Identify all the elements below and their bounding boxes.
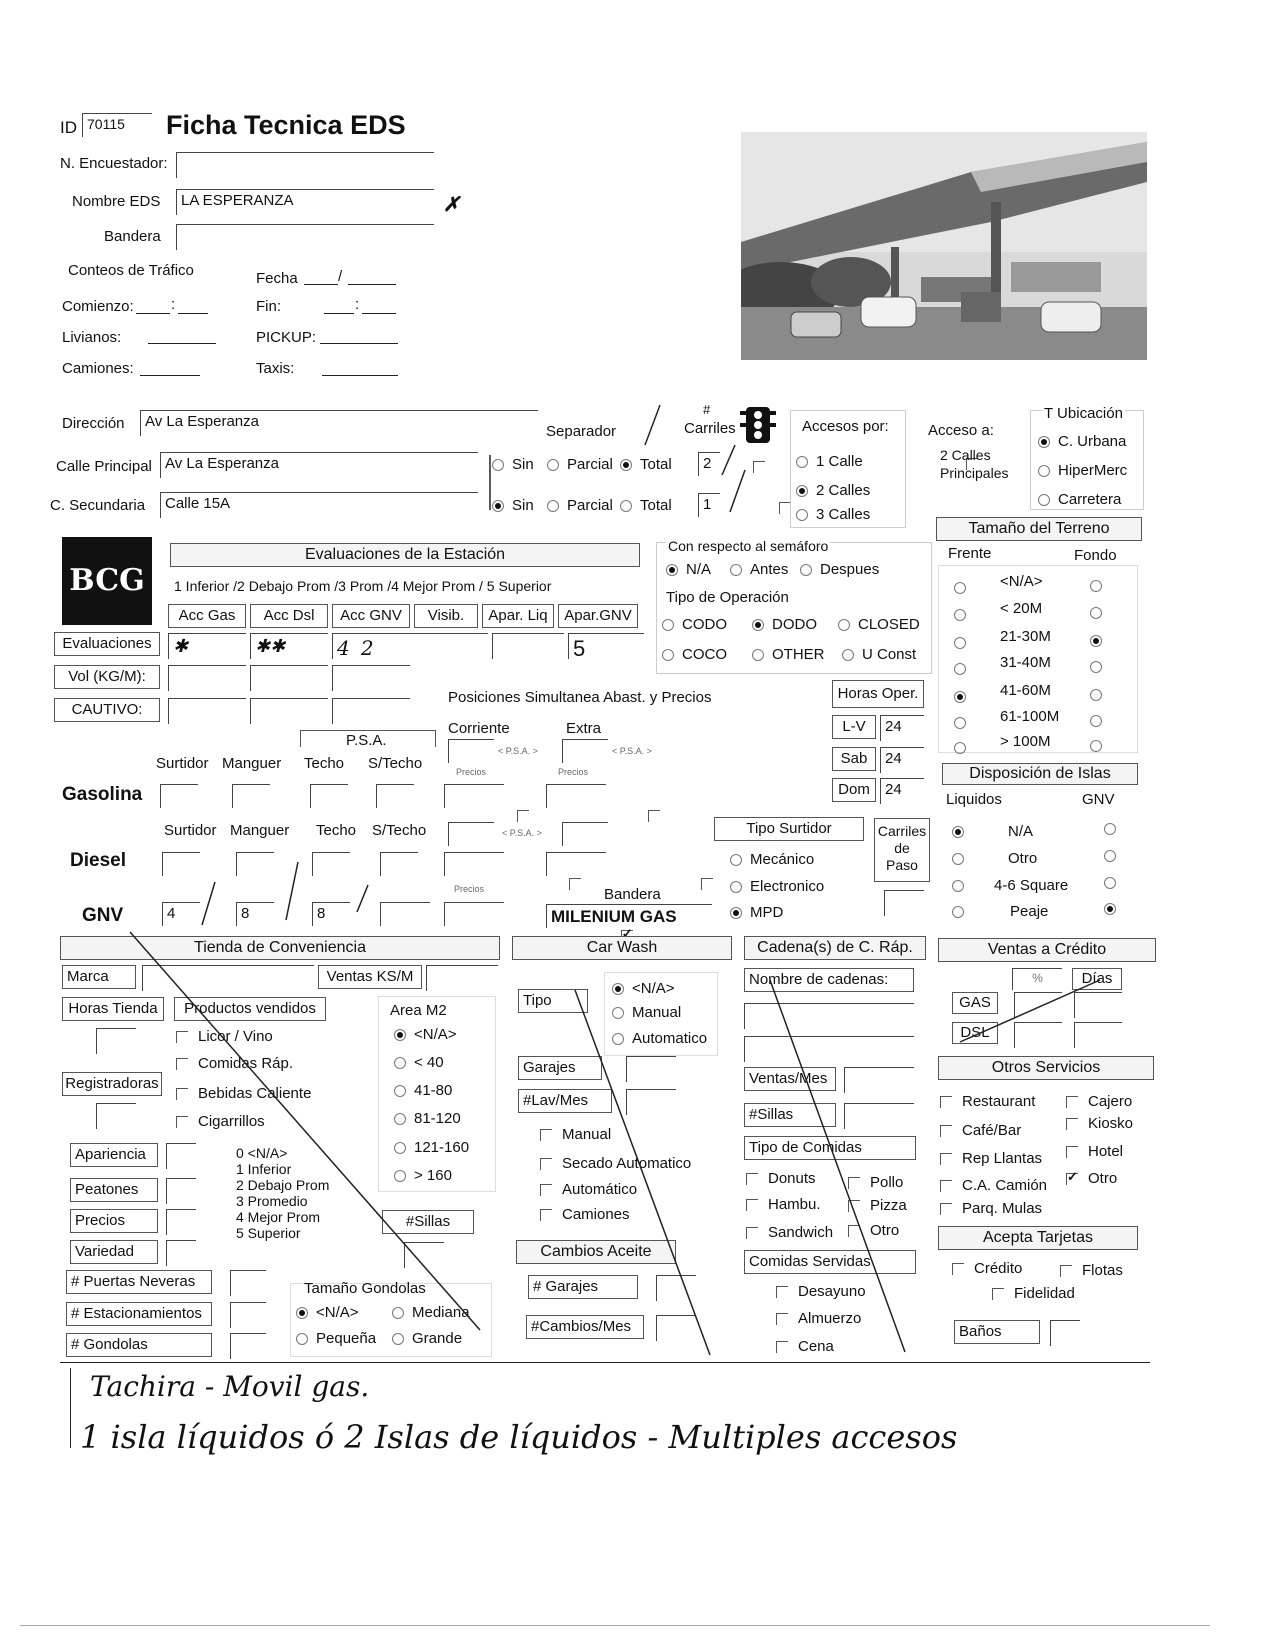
gnv-techo[interactable]: 8 (312, 902, 350, 926)
acceso-a-label: Acceso a: (928, 422, 994, 439)
id-label: ID (60, 118, 77, 137)
encuestador-label: N. Encuestador: (60, 155, 168, 172)
cadenas-title: Cadena(s) de C. Ráp. (744, 936, 926, 960)
evaluaciones-row-label: Evaluaciones (54, 632, 160, 656)
terreno-size-label: <N/A> (1000, 573, 1043, 590)
tienda-scale: 0 <N/A> 1 Inferior 2 Debajo Prom 3 Promedio 4 Mejor Prom 5 Superior (236, 1145, 330, 1241)
credito-title: Ventas a Crédito (938, 938, 1156, 962)
notes-line-1: Tachira - Movil gas. (90, 1370, 370, 1403)
eval-scale: 1 Inferior /2 Debajo Prom /3 Prom /4 Mejor Prom / 5 Superior (174, 578, 552, 594)
direccion-label: Dirección (62, 415, 125, 432)
fin-label: Fin: (256, 298, 282, 315)
eval-acc-gnv-visib[interactable]: 4 2 (332, 633, 488, 659)
gnv-bandera-field[interactable]: MILENIUM GAS (546, 904, 712, 928)
camiones-label: Camiones: (62, 360, 134, 377)
conteos-label: Conteos de Tráfico (68, 262, 194, 279)
eval-columns: Acc Gas Acc Dsl Acc GNV Visib. Apar. Liq Apar.GNV (168, 604, 638, 628)
id-field[interactable]: 70115 (82, 113, 152, 137)
ubicacion-label: T Ubicación (1044, 405, 1123, 422)
tipo-operacion-label: Tipo de Operación (666, 589, 789, 606)
evaluaciones-title: Evaluaciones de la Estación (170, 543, 640, 567)
posiciones-label: Posiciones Simultanea Abast. y Precios (448, 689, 712, 706)
taxis-label: Taxis: (256, 360, 295, 377)
carriles-principal-field[interactable]: 2 (698, 452, 720, 476)
carriles-paso-box: Carriles de Paso (874, 818, 930, 882)
pickup-label: PICKUP: (256, 329, 317, 346)
horas-sab-field[interactable]: 24 (880, 747, 924, 773)
terreno-size-label: 61-100M (1000, 708, 1060, 725)
islas-title: Disposición de Islas (942, 763, 1138, 785)
bandera-label: Bandera (104, 228, 161, 245)
terreno-title: Tamaño del Terreno (936, 517, 1142, 541)
horas-dom-field[interactable]: 24 (880, 778, 924, 804)
credito-pct-field[interactable]: % (1012, 968, 1062, 990)
nombre-field[interactable]: LA ESPERANZA (176, 189, 434, 215)
terreno-size-label: 31-40M (1000, 654, 1051, 671)
horas-lv-field[interactable]: 24 (880, 715, 924, 741)
eval-apar-gnv[interactable]: 5 (568, 633, 644, 659)
comienzo-label: Comienzo: (62, 298, 134, 315)
notes-line-2: 1 isla líquidos ó 2 Islas de líquidos - Multiples accesos (80, 1418, 958, 1456)
calle-secundaria-label: C. Secundaria (50, 497, 146, 514)
terreno-size-label: 21-30M (1000, 628, 1051, 645)
semaforo-label: Con respecto al semáforo (668, 538, 829, 554)
gnv-surtidor[interactable]: 4 (162, 902, 200, 926)
nombre-label: Nombre EDS (72, 193, 161, 210)
terreno-size-label: < 20M (1000, 600, 1043, 617)
carwash-title: Car Wash (512, 936, 732, 960)
terreno-size-label: 41-60M (1000, 682, 1051, 699)
eval-acc-dsl[interactable]: ✱✱ (250, 633, 328, 659)
check-mark-icon: ✗ (443, 192, 460, 216)
horas-label: Horas Oper. (832, 680, 924, 708)
calle-principal-label: Calle Principal (56, 458, 152, 475)
livianos-label: Livianos: (62, 329, 122, 346)
gnv-label: GNV (82, 905, 124, 926)
carriles-label: Carriles (684, 420, 736, 437)
gnv-manguer[interactable]: 8 (236, 902, 274, 926)
carriles-secundaria-field[interactable]: 1 (698, 493, 720, 517)
vol-row-label: Vol (KG/M): (54, 665, 160, 689)
calle-principal-field[interactable]: Av La Esperanza (160, 452, 478, 478)
page-title: Ficha Tecnica EDS (166, 110, 406, 140)
accesos-label: Accesos por: (802, 418, 889, 435)
eval-acc-gas[interactable]: ✱ (168, 633, 246, 659)
gasolina-label: Gasolina (62, 784, 143, 805)
tienda-title: Tienda de Conveniencia (60, 936, 500, 960)
tipo-surtidor-title: Tipo Surtidor (714, 817, 864, 841)
cautivo-row-label: CAUTIVO: (54, 698, 160, 722)
diesel-label: Diesel (70, 850, 126, 871)
direccion-field[interactable]: Av La Esperanza (140, 410, 538, 436)
terreno-size-label: > 100M (1000, 733, 1051, 750)
bcg-logo: BCG (62, 537, 152, 625)
separador-label: Separador (546, 423, 617, 440)
fecha-label: Fecha (256, 270, 298, 287)
calle-secundaria-field[interactable]: Calle 15A (160, 492, 478, 518)
